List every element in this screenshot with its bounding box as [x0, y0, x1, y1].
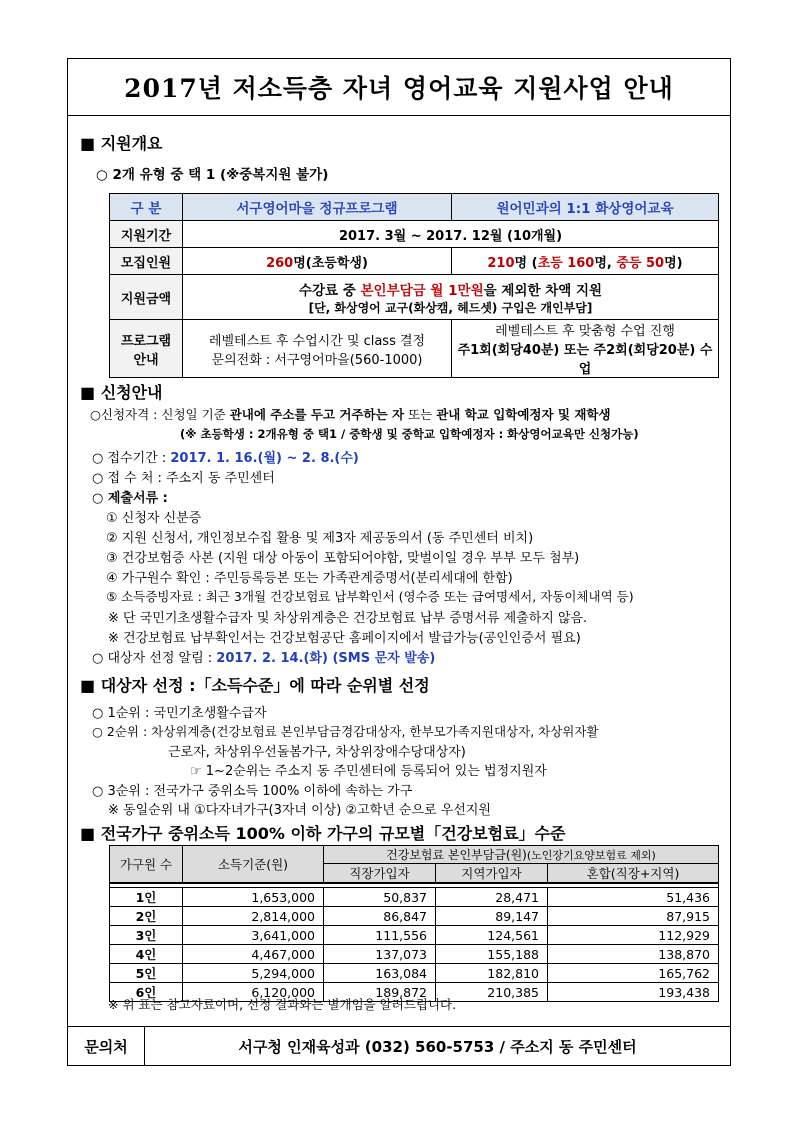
table-row — [110, 926, 719, 945]
cell-income: 1,653,000 — [183, 888, 324, 907]
table-row — [110, 320, 719, 378]
cell-income: 2,814,000 — [183, 907, 324, 926]
cell-mixed: 112,929 — [548, 926, 719, 945]
rank-2: ○ 2순위 : 차상위계층(건강보험료 본인부담금경감대상자, 한부모가족지원대상자, 차상위자활 — [92, 724, 599, 739]
cell-employee: 163,084 — [324, 964, 436, 983]
notice-label: ○ 대상자 선정 알림 : — [92, 651, 217, 666]
cell-employee: 189,872 — [324, 983, 436, 1002]
table-header-program-a: 서구영어마을 정규프로그램 — [183, 194, 452, 221]
rank-3-note: ※ 동일순위 내 ①다자녀가구(3자녀 이상) ②고학년 순으로 우선지원 — [108, 803, 491, 818]
period-value: 2017. 3월 ~ 2017. 12월 (10개월) — [183, 221, 719, 248]
section-overview-heading: ■ 지원개요 — [80, 134, 163, 153]
table-row — [110, 907, 719, 926]
document-item-1: ① 신청자 신분증 — [106, 511, 202, 526]
table-note: ※ 위 표는 참고자료이며, 선정 결과와는 별개임을 알려드립니다. — [108, 997, 457, 1012]
col-employee: 직장가입자 — [324, 864, 436, 884]
col-income: 소득기준(원) — [183, 846, 324, 884]
cell-household: 6인 — [110, 983, 183, 1002]
col-premium-main: 건강보험료 본인부담금(원) — [386, 848, 527, 862]
period-label: ○ 접수기간 : — [92, 451, 171, 466]
recruit-b-middle: 중등 50 — [616, 255, 665, 271]
qualification-note: (※ 초등학생 : 2개유형 중 택1 / 중학생 및 중학교 입학예정자 : 화상영어교육만 신청가능) — [180, 427, 639, 441]
program-b-line1: 레벨테스트 후 맞춤형 수업 진행 — [495, 324, 675, 339]
documents-note-1: ※ 단 국민기초생활수급자 및 차상위계층은 건강보험료 납부 증명서류 제출하지 않음. — [108, 611, 588, 626]
section-income-heading: ■ 전국가구 중위소득 100% 이하 가구의 규모별「건강보험료」수준 — [80, 824, 566, 843]
cell-income: 6,120,000 — [183, 983, 324, 1002]
rank-3: ○ 3순위 : 전국가구 중위소득 100% 이하에 속하는 가구 — [92, 784, 413, 799]
col-premium — [324, 846, 719, 864]
recruit-a-number: 260 — [266, 255, 294, 271]
documents-heading: ○ 제출서류 : — [92, 491, 168, 506]
cell-employee: 111,556 — [324, 926, 436, 945]
table-row — [110, 221, 719, 248]
recruit-b-text-1: 명 ( — [514, 255, 538, 271]
col-mixed: 혼합(직장+지역) — [548, 864, 719, 884]
program-label-line2: 안내 — [133, 352, 159, 368]
documents-note-2: ※ 건강보험료 납부확인서는 건강보험공단 홈페이지에서 발급가능(공인인증서 필요) — [108, 631, 581, 646]
cell-household: 4인 — [110, 945, 183, 964]
program-b-info — [452, 320, 719, 378]
recruit-b-elementary: 초등 160 — [537, 255, 595, 271]
row-label-period: 지원기간 — [110, 221, 183, 248]
rank-1: ○ 1순위 : 국민기초생활수급자 — [92, 706, 267, 721]
cell-mixed: 138,870 — [548, 945, 719, 964]
section-selection-heading: ■ 대상자 선정 :「소득수준」에 따라 순위별 선정 — [80, 676, 430, 695]
cell-mixed: 51,436 — [548, 888, 719, 907]
row-label-amount: 지원금액 — [110, 275, 183, 320]
cell-local: 89,147 — [436, 907, 548, 926]
contact-value: 서구청 인재육성과 (032) 560-5753 / 주소지 동 주민센터 — [238, 1037, 637, 1056]
cell-local: 28,471 — [436, 888, 548, 907]
cell-household: 2인 — [110, 907, 183, 926]
table-header-program-b: 원어민과의 1:1 화상영어교육 — [452, 194, 719, 221]
contact-footer — [68, 1026, 730, 1065]
recruit-a-text: 명(초등학생) — [293, 255, 368, 271]
selection-notice — [92, 647, 435, 666]
cell-employee: 137,073 — [324, 945, 436, 964]
cell-household: 5인 — [110, 964, 183, 983]
table-row — [110, 945, 719, 964]
program-b-line2: 주1회(회당40분) 또는 주2회(회당20분) 수업 — [457, 343, 713, 377]
period-dates: 2017. 1. 16.(월) ~ 2. 8.(수) — [170, 451, 359, 466]
col-local: 지역가입자 — [436, 864, 548, 884]
recruit-program-b — [452, 248, 719, 275]
cell-income: 5,294,000 — [183, 964, 324, 983]
col-household: 가구원 수 — [110, 846, 183, 884]
table-row — [110, 275, 719, 320]
amount-text-2: 을 제외한 차액 지원 — [483, 282, 603, 299]
document-item-3: ③ 건강보험증 사본 (지원 대상 아동이 포함되어야함, 맞벌이일 경우 부부 모두 첨부) — [106, 551, 580, 566]
document-item-2: ② 지원 신청서, 개인정보수집 활용 및 제3자 제공동의서 (동 주민센터 비치) — [106, 531, 534, 546]
cell-income: 4,467,000 — [183, 945, 324, 964]
recruit-b-number: 210 — [487, 255, 515, 271]
qual-text-1: ○신청자격 : 신청일 기준 — [90, 407, 230, 422]
overview-note: ○ 2개 유형 중 택 1 (※중복지원 불가) — [96, 167, 329, 183]
cell-household: 1인 — [110, 888, 183, 907]
application-place: ○ 접 수 처 : 주소지 동 주민센터 — [92, 471, 275, 486]
cell-household: 3인 — [110, 926, 183, 945]
cell-mixed: 193,438 — [548, 983, 719, 1002]
cell-income: 3,641,000 — [183, 926, 324, 945]
recruit-b-text-3: 명) — [664, 255, 683, 271]
cell-local: 124,561 — [436, 926, 548, 945]
row-label-recruit: 모집인원 — [110, 248, 183, 275]
rank-2-note: ☞ 1~2순위는 주소지 동 주민센터에 등록되어 있는 법정지원자 — [190, 764, 547, 779]
contact-label: 문의처 — [68, 1027, 145, 1065]
amount-note: [단, 화상영어 교구(화상캠, 헤드셋) 구입은 개인부담] — [308, 300, 593, 315]
qual-text-4: 관내 학교 입학예정자 및 재학생 — [436, 407, 611, 422]
col-premium-sub: (노인장기요양보험료 제외) — [526, 849, 656, 862]
amount-self-pay: 본인부담금 월 1만원 — [360, 282, 484, 299]
document-item-5: ⑤ 소득증빙자료 : 최근 3개월 건강보험료 납부확인서 (영수증 또는 급여명세서, 자동이체내역 등) — [106, 589, 634, 604]
program-a-line2: 문의전화 : 서구영어마을(560-1000) — [211, 352, 423, 368]
rank-2-continued: 근로자, 차상위우선돌봄가구, 차상위장애수당대상자) — [168, 745, 466, 760]
program-label-line1: 프로그램 — [120, 333, 172, 349]
cell-mixed: 87,915 — [548, 907, 719, 926]
qualification-line — [90, 405, 611, 423]
application-period — [92, 447, 359, 466]
program-a-line1: 레벨테스트 후 수업시간 및 class 결정 — [208, 333, 426, 349]
table-row — [110, 964, 719, 983]
amount-value — [183, 275, 719, 320]
document-title: 2017년 저소득층 자녀 영어교육 지원사업 안내 — [68, 59, 730, 116]
cell-employee: 50,837 — [324, 888, 436, 907]
cell-local: 210,385 — [436, 983, 548, 1002]
recruit-program-a — [183, 248, 452, 275]
table-header-category: 구 분 — [110, 194, 183, 221]
table-row — [110, 248, 719, 275]
table-row — [110, 888, 719, 907]
cell-local: 155,188 — [436, 945, 548, 964]
income-premium-table — [109, 845, 719, 1002]
document-frame — [67, 58, 731, 1066]
notice-date: 2017. 2. 14.(화) (SMS 문자 발송) — [216, 651, 436, 666]
cell-employee: 86,847 — [324, 907, 436, 926]
qual-text-2: 관내에 주소를 두고 거주하는 자 — [229, 407, 405, 422]
cell-mixed: 165,762 — [548, 964, 719, 983]
document-item-4: ④ 가구원수 확인 : 주민등록등본 또는 가족관계증명서(분리세대에 한함) — [106, 571, 513, 586]
support-overview-table — [109, 193, 719, 378]
amount-text-1: 수강료 중 — [298, 282, 361, 299]
program-a-info — [183, 320, 452, 378]
recruit-b-text-2: 명, — [594, 255, 617, 271]
cell-local: 182,810 — [436, 964, 548, 983]
section-application-heading: ■ 신청안내 — [80, 383, 163, 402]
qual-text-3: 또는 — [404, 407, 437, 422]
row-label-program — [110, 320, 183, 378]
